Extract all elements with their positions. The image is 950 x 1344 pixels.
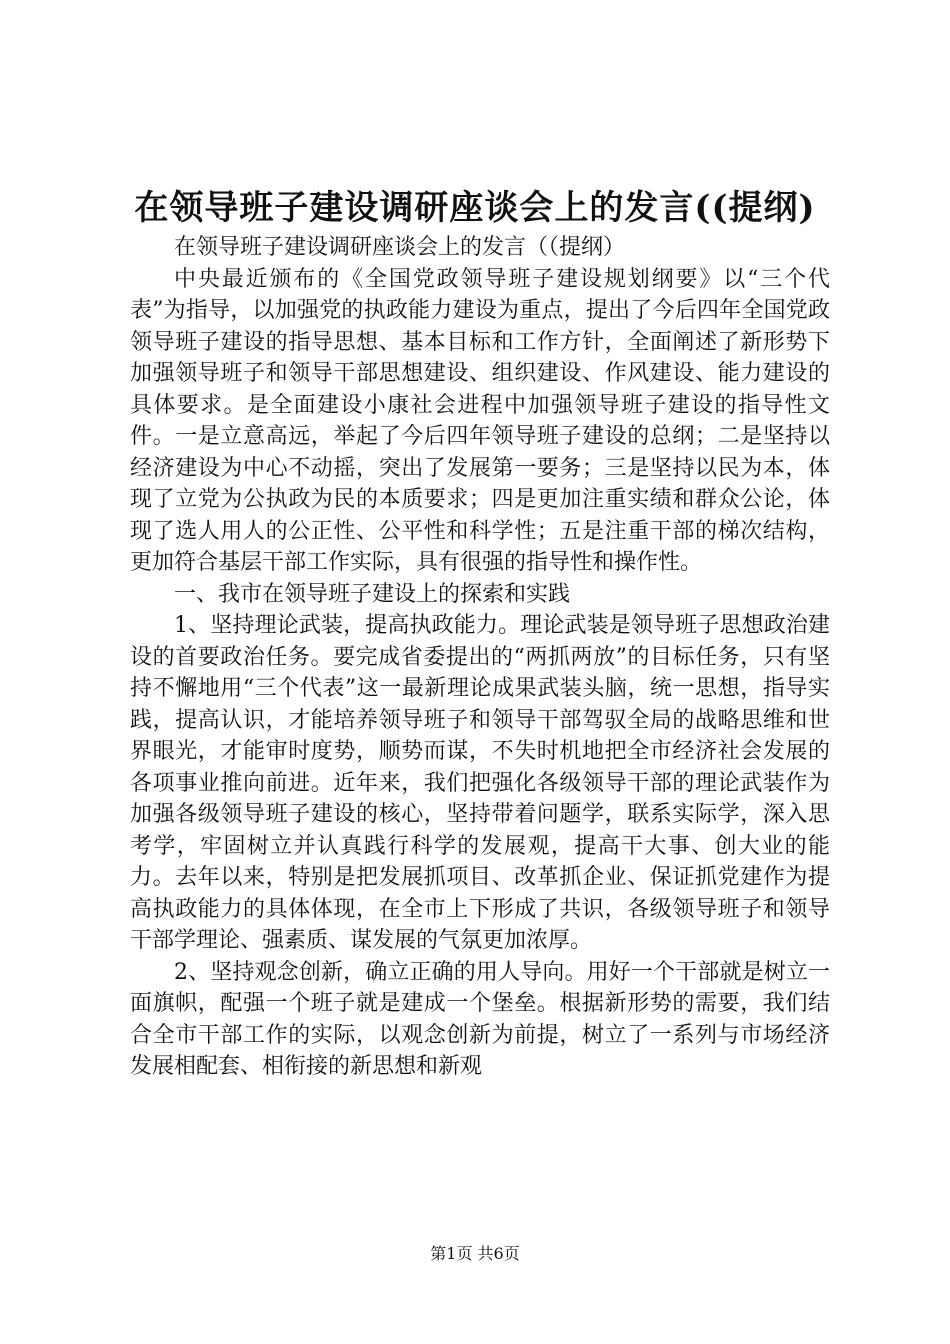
document-body	[130, 232, 830, 1083]
subtitle-paragraph: 在领导班子建设调研座谈会上的发言（（提纲）	[174, 235, 626, 260]
section-heading: 一、我市在领导班子建设上的探索和实践	[174, 581, 571, 607]
document-title: 在领导班子建设调研座谈会上的发言((提纲)	[134, 188, 816, 228]
body-paragraph: 1、坚持理论武装，提高执政能力。理论武装是领导班子思想政治建设的首要政治任务。要完成省委提出的“两抓两放”的目标任务，只有坚持不懈地用“三个代表”这一最新理论成果武装头脑，统一思想，指导实践，提高认识，才能培养领导班子和领导干部驾驭全局的战略思维和世界眼光，才能审时度势，顺势而谋，不失时机地把全市经济社会发展的各项事业推向前进。近年来，我们把强化各级领导干部的理论武装作为加强各级领导班子建设的核心，坚持带着问题学，联系实际学，深入思考学，牢固树立并认真践行科学的发展观，提高干大事、创大业的能力。去年以来，特别是把发展抓项目、改革抓企业、保证抓党建作为提高执政能力的具体体现，在全市上下形成了共识，各级领导班子和领导干部学理论、强素质、谋发展的气氛更加浓厚。	[130, 613, 830, 953]
page-footer: 第1页 共6页	[430, 1244, 520, 1263]
body-paragraph: 2、坚持观念创新，确立正确的用人导向。用好一个干部就是树立一面旗帜，配强一个班子就是建成一个堡垒。根据新形势的需要，我们结合全市干部工作的实际，以观念创新为前提，树立了一系列与市场经济发展相配套、相衔接的新思想和新观	[130, 959, 830, 1079]
intro-paragraph: 中央最近颁布的《全国党政领导班子建设规划纲要》以“三个代表”为指导，以加强党的执政能力建设为重点，提出了今后四年全国党政领导班子建设的指导思想、基本目标和工作方针，全面阐述了新形势下加强领导班子和领导干部思想建设、组织建设、作风建设、能力建设的具体要求。是全面建设小康社会进程中加强领导班子建设的指导性文件。一是立意高远，举起了今后四年领导班子建设的总纲；二是坚持以经济建设为中心不动摇，突出了发展第一要务；三是坚持以民为本，体现了立党为公执政为民的本质要求；四是更加注重实绩和群众公论，体现了选人用人的公正性、公平性和科学性；五是注重干部的梯次结构，更加符合基层干部工作实际，具有很强的指导性和操作性。	[130, 266, 830, 575]
